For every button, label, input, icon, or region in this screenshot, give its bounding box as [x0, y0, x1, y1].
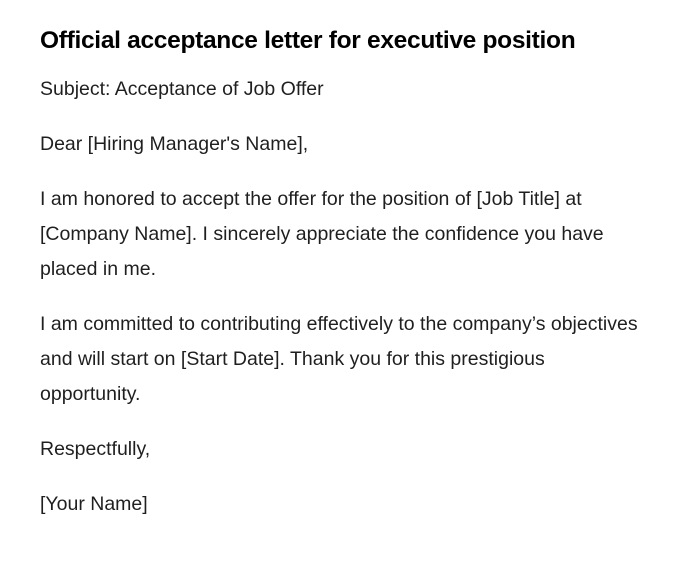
letter-title: Official acceptance letter for executive position — [40, 27, 576, 54]
letter-subject: Subject: Acceptance of Job Offer — [40, 78, 324, 100]
letter-signature: [Your Name] — [40, 493, 148, 515]
letter-salutation: Dear [Hiring Manager's Name], — [40, 133, 309, 155]
letter-paragraph-1: I am honored to accept the offer for the position of [Job Title] at [Company Name]. I sincerely appreciate the confidence you have placed in me. — [40, 188, 604, 280]
letter-document — [40, 24, 650, 542]
letter-closing: Respectfully, — [40, 438, 151, 460]
letter-paragraph-2: I am committed to contributing effectively to the company’s objectives and will start on [Start Date]. Thank you for this prestigious opportunity. — [40, 313, 638, 405]
